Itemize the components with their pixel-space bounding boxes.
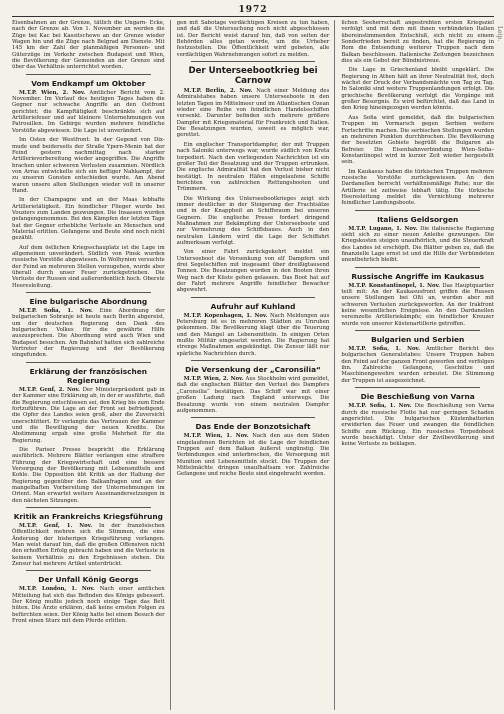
article-headline: Russische Angriffe im Kaukasus [351, 271, 485, 281]
edge-mark: Leip. [496, 26, 503, 42]
article-paragraph [341, 403, 494, 447]
article-paragraph [12, 447, 165, 504]
paragraph-body: Nach einer amtlichen Mitteilung hat sich das Befinden des Königs gebessert. Der König mußte jedoch noch einige Tage das Bett hüten. Die Ärzte erklären, daß keine ernsten Folgen zu befürchten seien. Der König hatte bei einem Besuch der Front einen Sturz mit dem Pferde erlitten. [12, 586, 165, 625]
article-headline: Das Ende der Bonzotsichaft [195, 422, 311, 432]
article-paragraph [341, 346, 494, 384]
article-paragraph [341, 20, 494, 64]
article-headline: Der Unfall König Georgs [38, 575, 139, 585]
paragraph-body: Im Kaukasus haben die türkischen Truppen mehrere russische Vorstöße zurückgewiesen. An den Dardanellen herrscht verhältnismäßige Ruhe; nur die Artillerie ist zeitweise lebhaft tätig. Die türkische Heeresleitung meldet die Vernichtung mehrerer feindlicher Landungsboote. [341, 168, 495, 207]
dateline: M.T.P. Sofia, 1. Nov. [348, 403, 412, 410]
dateline: M.T.P. Genf, 1. Nov. [19, 523, 93, 529]
section-divider [26, 570, 151, 571]
paragraph-body: Die Beschießung von Varna durch die russische Flotte hat nur geringen Schaden angerichtet. Die bulgarischen Küstenbatterien erwiderten das Feuer und zwangen die feindlichen Schiffe zum Rückzug. Ein russisches Torpedoboot wurde beschädigt. Unter der Zivilbevölkerung sind keine Verluste zu beklagen. [341, 403, 495, 448]
article-paragraph [12, 308, 165, 359]
paragraph-body: In der Champagne und an der Maas lebhafte Artillerietätigkeit. Ein feindlicher Flieger wurde bei Vouziers zum Landen gezwungen. Die Insassen wurden gefangengenommen. Bei den Kämpfen der letzten Tage hat der Gegner erhebliche Verluste an Menschen und Material erlitten. Gefangene und Beute sind noch nicht gezählt. [12, 197, 165, 242]
article-paragraph [177, 196, 330, 247]
article-paragraph [341, 115, 494, 166]
paragraph-body: Die Lage in Griechenland bleibt ungeklärt. Die Regierung in Athen hält an ihrer Neutralität fest, doch wächst der Druck der Verbandsmächte von Tag zu Tag. In Saloniki sind weitere Truppenlandungen erfolgt. Die griechische Bevölkerung verfolgt die Vorgänge mit großer Besorgnis. Es wird befürchtet, daß das Land in den Krieg hineingezogen werden könnte. [341, 67, 495, 112]
section-divider [191, 61, 316, 62]
paragraph-body: Der Ministerpräsident gab in der Kammer eine Erklärung ab, in der er ausführte, daß die Regierung entschlossen sei, den Krieg bis zum Ende fortzuführen. Die Lage an der Front sei befriedigend, die Opfer des Landes seien groß, aber die Zuversicht unerschüttert. Er verlangte das Vertrauen der Kammer und die Bewilligung der neuen Kredite. Die Abstimmung ergab eine große Mehrheit für die Regierung. [12, 386, 165, 444]
paragraph-body: Die Pariser Presse bespricht die Erklärung ausführlich. Mehrere Blätter verlangen eine straffere Führung der Kriegswirtschaft und eine bessere Versorgung der Bevölkerung mit Lebensmitteln und Kohle. Die Opposition übt Kritik an der Haltung der Regierung gegenüber den Balkanfragen und an der mangelhaften Vorbereitung der Unternehmungen im Orient. Man erwartet weitere Auseinandersetzungen in den nächsten Sitzungen. [12, 446, 165, 504]
article-paragraph [177, 313, 330, 357]
article-headline: Italiens Geldsorgen [377, 214, 459, 224]
article-paragraph [12, 20, 165, 71]
article-headline: Die Versenkung der „Caronsilia“ [185, 365, 321, 375]
header-rule [12, 16, 494, 17]
section-divider [26, 507, 151, 508]
column-2 [177, 20, 336, 710]
paragraph-body: Im Osten der Westfront: In der Gegend von Dix- mude und beiderseits der Straße Ypern-Menin hat der Feind gestern nachmittag nach starker Artillerievorbereitung wieder angegriffen. Die Angriffe brachen unter schweren Verlusten zusammen. Nördlich von Arras entwickelte sich ein heftiger Nahkampf, der zu unseren Gunsten entschieden wurde. Am Abend waren unsere alten Stellungen wieder voll in unserer Hand. [12, 137, 165, 194]
article-headline: Eine bulgarische Abordnung [29, 297, 148, 307]
dateline: M.T.P. Wien, 2. Nov. [183, 376, 244, 383]
article-headline: Kritik an Frankreichs Kriegsführung [13, 512, 163, 521]
column-1 [12, 20, 171, 710]
section-divider [26, 362, 151, 363]
paragraph-body: Amtlicher Bericht vom 2. November. Im Verlauf des heutigen Tages haben die Gegner nur schwache Angriffe an den Ostfront gerichtet; die Kampftätigkeit beschränkte sich auf Artilleriefeuer und auf kleinere Unternehmungen von Patrouillen. Im Gebirge wurden mehrere feindliche Vorstöße abgewiesen. Die Lage ist unverändert. [12, 89, 165, 134]
section-divider [355, 210, 480, 211]
page-number: 1972 [238, 5, 268, 15]
section-divider [355, 330, 480, 331]
paragraph-body: Aus Stockholm wird gemeldet, daß die englischen Blätter den Verlust des Dampfers „Caronsilia“ bestätigen. Das Schiff war mit einer großen Ladung nach England unterwegs. Die Besatzung wurde von einem neutralen Dampfer aufgenommen. [176, 376, 330, 414]
article-headline: Vom Endkampf um Oktober [31, 78, 146, 88]
article-paragraph [341, 67, 494, 111]
article-paragraph [12, 197, 165, 241]
paragraph-body: gen mit Sabotage verdächtigen Kreisen zu tun haben, und daß die Untersuchung noch nicht abgeschlossen ist. Der Bericht weist darauf hin, daß von seiten der Behörden alles getan werde, um die Urheber festzustellen. Die Öffentlichkeit wird gebeten, alle verdächtigen Wahrnehmungen sofort zu melden. [176, 20, 330, 58]
article-paragraph [177, 20, 330, 58]
paragraph-body: lichen Seeherrschaft angestrebten ersten Kriegsziel verfolgt und mit dem mit ihnen verbündeten Italien übereinstimmenden Entschluß, sich nicht zu einem Sonderfrieden bereit zu finden, hat die Regierung in Rom die Entsendung weiterer Truppen nach dem Balkan beschlossen. Italienische Zeitungen bezeichnen dies als ein Gebot der Bündnistreue. [341, 20, 495, 65]
column-3 [341, 20, 494, 710]
dateline: M.T.P. Sofia, 1. Nov. [348, 346, 420, 353]
article-paragraph [341, 226, 494, 264]
paragraph-body: Das Hauptquartier teilt mit: An der Kaukasusfront griffen die Russen unsere Stellungen bei Olti an, wurden aber mit schweren Verlusten zurückgeworfen. An der Irakfront keine wesentlichen Ereignisse. An den Dardanellen vereinzelte Artilleriekämpfe; ein feindlicher Kreuzer wurde von unserer Küstenartillerie getroffen. [341, 282, 495, 327]
dateline: M.T.P. Sofia, 1. Nov. [19, 308, 93, 315]
paragraph-body: In der französischen Öffentlichkeit mehren sich die Stimmen, die eine Änderung der bisherigen Kriegsführung verlangen. Man weist darauf hin, daß die großen Offensiven nicht den erhofften Erfolg gebracht haben und die Verluste in keinem Verhältnis zu den Ergebnissen stehen. Die Zensur hat mehrere Artikel unterdrückt. [12, 523, 165, 568]
section-divider [355, 267, 480, 268]
article-paragraph [12, 523, 165, 567]
article-paragraph [12, 245, 165, 289]
dateline: M.T.P. Kopenhagen, 1. Nov. [183, 312, 268, 319]
paragraph-body: Ein englischer Transportdampfer, der mit Truppen nach Saloniki unterwegs war, wurde südlich von Kreta torpediert. Nach den vorliegenden Nachrichten ist ein großer Teil der Besatzung und der Truppen ertrunken. Die englische Admiralität hat den Verlust bisher nicht bestätigt. In neutralen Häfen eingelaufene Schiffe berichten von zahlreichen Rettungsbooten und Trümmern. [176, 141, 330, 193]
section-divider [26, 74, 151, 75]
dateline: M.T.P. Lugano, 1. Nov. [348, 225, 418, 232]
article-headline: Der Unterseebootkrieg bei Carnow [188, 66, 318, 87]
article-paragraph [12, 90, 165, 134]
article-headline: Erklärung der französischen Regierung [29, 366, 148, 385]
paragraph-body: Die Wirkung des Unterseebootkrieges zeigt sich immer deutlicher in der Steigerung der Frachtsätze und in der Knappheit an Schiffsraum bei unseren Gegnern. Die englische Presse fordert dringend Maßnahmen zur Bekämpfung der Unterseeboote und zur Vermehrung des Schiffsbaues. Auch in den neutralen Ländern wird die Lage der Schiffahrt aufmerksam verfolgt. [176, 195, 330, 246]
dateline: M.T.P. Berlin, 2. Nov. [183, 88, 253, 95]
section-divider [26, 292, 151, 293]
article-paragraph [12, 586, 165, 624]
dateline: M.T.P. Wien, 1. Nov. [183, 433, 249, 440]
paragraph-body: Aus Sofia wird gemeldet, daß die bulgarischen Truppen im Vormarsch gegen Serbien weitere Fortschritte machen. Die serbischen Stellungen wurden an mehreren Punkten durchbrochen. Die Bevölkerung der besetzten Gebiete begrüßt die Bulgaren als Befreier. Die Eisenbahnverbindung Wien–Sofia–Konstantinopel wird in kurzer Zeit wieder hergestellt sein. [341, 114, 495, 166]
article-paragraph [341, 283, 494, 327]
section-divider [191, 417, 316, 418]
paragraph-body: Nach Meldungen aus Petersburg ist es in mehreren Städten zu Unruhen gekommen. Die Bevölkerung klagt über die Teuerung und den Mangel an Lebensmitteln. In einigen Orten mußte Militär eingesetzt werden. Die Regierung hat strenge Maßnahmen angekündigt. Die Zensur läßt nur spärliche Nachrichten durch. [176, 312, 330, 357]
article-headline: Aufruhr auf Kuhland [210, 301, 296, 311]
article-paragraph [341, 169, 494, 207]
paragraph-body: Von einer Fahrt zurückgekehrt meldet ein Unterseeboot die Versenkung von elf Dampfern und drei Segelschiffen mit insgesamt über dreißigtausend Tonnen. Die Besatzungen wurden in den Booten ihren Weg nach der Küste gehen gelassen. Das Boot hat auf der Fahrt mehrere Angriffe feindlicher Bewacher abgewehrt. [176, 249, 330, 294]
paragraph-body: Die italienische Regierung sieht sich zu einer neuen Anleihe gezwungen. Die Kriegskosten steigen unaufhörlich, und die Steuerkraft des Landes ist erschöpft. Die Blätter geben zu, daß die finanzielle Lage ernst ist und die Hilfe der Verbündeten unentbehrlich bleibt. [341, 225, 495, 264]
paragraph-body: Nach den aus dem Süden eingelaufenen Berichten ist die Lage der feindlichen Truppen auf dem Balkan äußerst ungünstig. Die Verbindungen sind unterbrochen, die Versorgung mit Munition und Lebensmitteln stockt. Die Truppen der Mittelmächte dringen unaufhaltsam vor. Zahlreiche Gefangene und reiche Beute sind eingebracht worden. [176, 433, 330, 478]
section-divider [191, 297, 316, 298]
paragraph-body: Auf dem östlichen Kriegsschauplatz ist die Lage im allgemeinen unverändert. Südlich von Pinsk wurden russische Vorstöße abgewiesen. In Wolhynien versuchte der Feind an mehreren Stellen vorzugehen, wurde aber überall durch unser Feuer zurückgetrieben. Die Verluste der Russen sind außerordentlich hoch. Oberste Heeresleitung. [12, 244, 165, 289]
article-paragraph [177, 249, 330, 293]
paragraph-body: Eisenbahnen an der Grenze, tätlich die Ungarn- Ecke, nach der Grenze ab. Von 1. November an werden die Züge bei Kac bei Kassitschewo an der Grenze wieder Wagen hin und die Züge nach Belgrad am Dienste. Mit 145 km der Zahl der planmäßigen Personen- und Güterzüge im Verkehr zwischen Budapest und Wien, die Bevölkerung der Gemeinden an der Grenze sind über das Verhältnis unterrichtet worden. [12, 20, 165, 71]
paragraph-body: Eine Abordnung der bulgarischen Sobranje ist heute nach Berlin abgereist, um der deutschen Regierung den Dank des bulgarischen Volkes für die gewährte Hilfe auszusprechen. Die Abordnung wird auch Wien und Budapest besuchen. Am Bahnhof hatten sich zahlreiche Vertreter der Regierung und der Bevölkerung eingefunden. [12, 308, 165, 359]
article-paragraph [177, 376, 330, 414]
section-divider [191, 360, 316, 361]
article-paragraph [12, 387, 165, 444]
article-headline: Die Beschießung von Varna [360, 392, 475, 402]
section-divider [355, 387, 480, 388]
paragraph-body: Nach einer Meldung des Admiralstabes haben unsere Unterseeboote in den letzten Tagen im Mittelmeer und im Atlantischen Ozean wieder eine Reihe von feindlichen Handelsschiffen versenkt. Darunter befinden sich mehrere größere Dampfer mit Kriegsmaterial für Frankreich und Italien. Die Besatzungen wurden, soweit es möglich war, gerettet. [176, 88, 330, 139]
dateline: M.T.P. Wien, 2. Nov. [19, 89, 86, 96]
paragraph-body: Amtlicher Bericht des bulgarischen Generalstabes: Unsere Truppen haben den Feind auf der ganzen Front geworfen und verfolgen ihn. Zahlreiche Gefangene, Geschütze und Maschinengewehre wurden erbeutet. Die Stimmung der Truppen ist ausgezeichnet. [341, 346, 495, 384]
columns [12, 20, 494, 710]
article-paragraph [12, 137, 165, 194]
article-paragraph [177, 433, 330, 477]
article-headline: Bulgarien und Serbien [371, 335, 465, 345]
dateline: M.T.P. Konstantinopel, 1. Nov. [348, 282, 441, 289]
article-paragraph [177, 142, 330, 193]
article-paragraph [177, 88, 330, 139]
dateline: M.T.P. London, 1. Nov. [19, 586, 95, 593]
dateline: M.T.P. Genf, 2. Nov. [19, 386, 80, 393]
